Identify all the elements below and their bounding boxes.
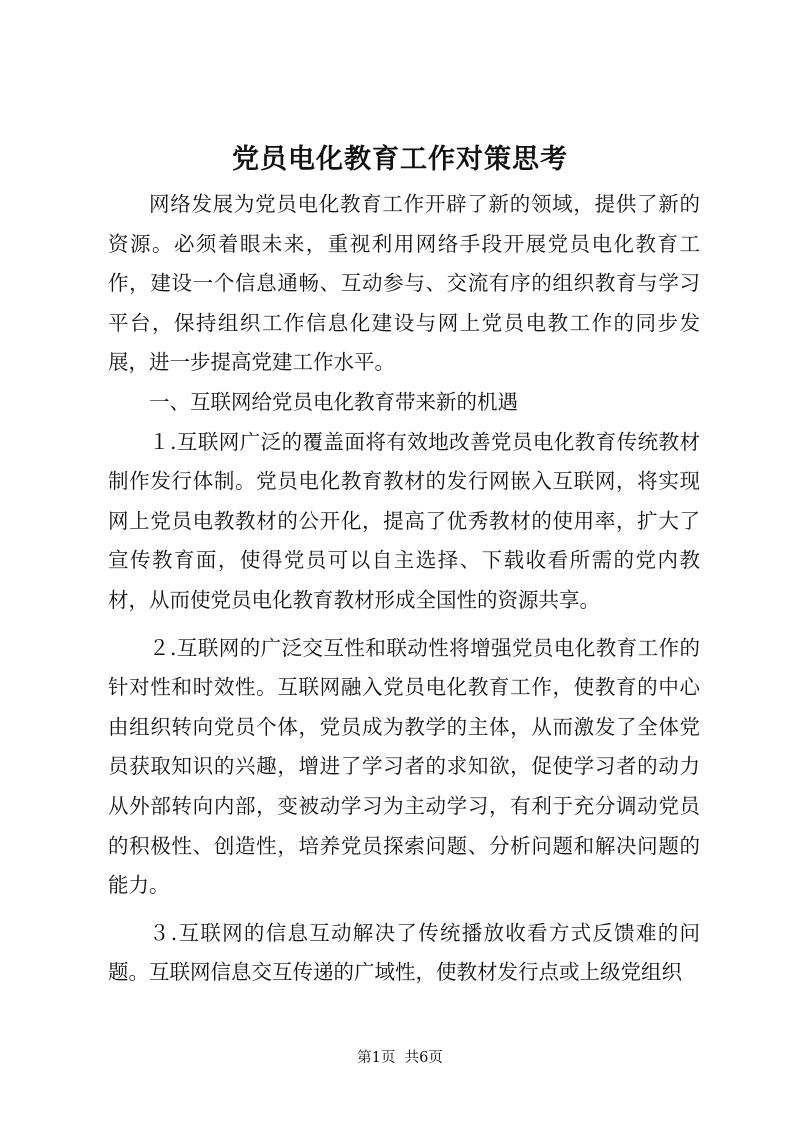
- document-title: 党员电化教育工作对策思考: [232, 144, 568, 175]
- page-number: 第1页: [357, 1050, 396, 1066]
- intro-paragraph: 网络发展为党员电化教育工作开辟了新的领域，提供了新的资源。必须着眼未来，重视利用网络手段开展党员电化教育工作，建设一个信息通畅、互动参与、交流有序的组织教育与学习平台，保持组织工作信息化建设与网上党员电教工作的同步发展，进一步提高党建工作水平。: [108, 192, 700, 375]
- page-footer: [0, 1048, 800, 1068]
- page-total: 共6页: [404, 1050, 443, 1066]
- point-2-paragraph: ２.互联网的广泛交互性和联动性将增强党员电化教育工作的针对性和时效性。互联网融入党员电化教育工作，使教育的中心由组织转向党员个体，党员成为教学的主体，从而激发了全体党员获取知识的兴趣，增进了学习者的求知欲，促使学习者的动力从外部转向内部，变被动学习为主动学习，有利于充分调动党员的积极性、创造性，培养党员探索问题、分析问题和解决问题的能力。: [108, 635, 700, 898]
- section-heading: 一、互联网给党员电化教育带来新的机遇: [149, 389, 518, 414]
- point-1-paragraph: １.互联网广泛的覆盖面将有效地改善党员电化教育传统教材制作发行体制。党员电化教育教材的发行网嵌入互联网，将实现网上党员电教教材的公开化，提高了优秀教材的使用率，扩大了宣传教育面，使得党员可以自主选择、下载收看所需的党内教材，从而使党员电化教育教材形成全国性的资源共享。: [108, 429, 700, 612]
- point-3-paragraph: ３.互联网的信息互动解决了传统播放收看方式反馈难的问题。互联网信息交互传递的广域性，使教材发行点或上级党组织: [108, 920, 700, 985]
- document-body: [108, 185, 700, 993]
